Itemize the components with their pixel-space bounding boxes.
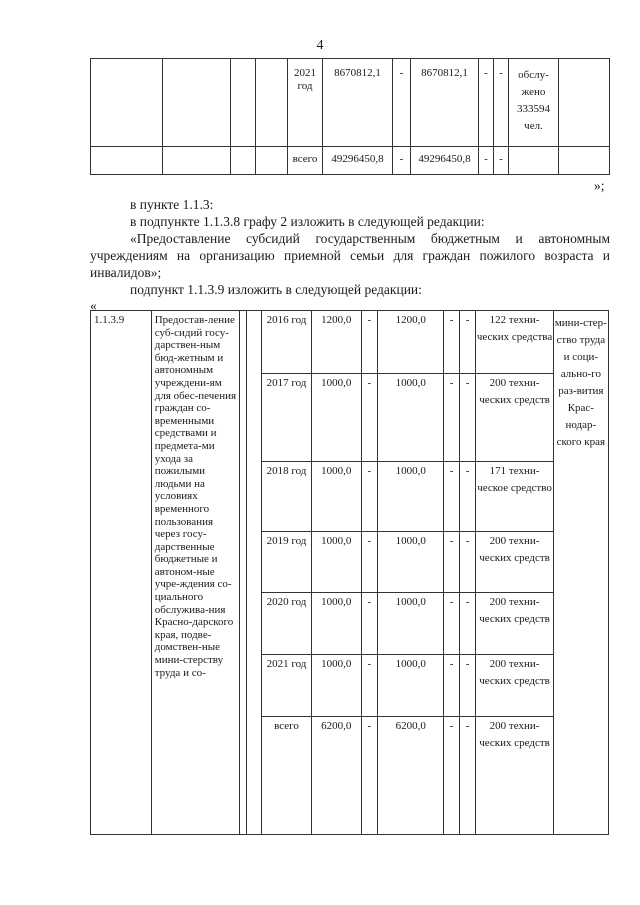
paragraph-1: в пункте 1.1.3: [130,197,214,212]
row-2019-reg: 1000,0 [378,532,444,593]
top-table [90,58,610,175]
row-total-other: - [459,717,476,835]
row-total-loc: - [444,717,459,835]
row-2019-result: 200 техни-ческих средств [476,532,553,593]
row-2017-year: 2017 год [262,374,312,462]
executor: мини-стер-ство труда и соци-ально-го раз-вития Крас-нодар-ского края [553,311,608,835]
row-total-reg: 6200,0 [378,717,444,835]
row-2018-loc: - [444,462,459,532]
row-2016-fed: - [361,311,378,374]
top-total-reg: 49296450,8 [411,147,479,175]
top-total-other: - [494,147,509,175]
row-2021-fed: - [361,655,378,717]
row-2017-total: 1000,0 [311,374,361,462]
row-2016-result: 122 техни-ческих средства [476,311,553,374]
closing-mark: »; [594,178,605,193]
row-total-total: 6200,0 [311,717,361,835]
row-2019-other: - [459,532,476,593]
top-row-other: - [494,59,509,147]
row-2016-other: - [459,311,476,374]
open-quote: « [90,298,97,313]
top-row-total: 8670812,1 [323,59,393,147]
top-total-total: 49296450,8 [323,147,393,175]
row-2020-result: 200 техни-ческих средств [476,593,553,655]
top-row-fed: - [393,59,411,147]
main-table [90,310,609,835]
row-total-result: 200 техни-ческих средств [476,717,553,835]
row-2017-reg: 1000,0 [378,374,444,462]
row-2019-fed: - [361,532,378,593]
top-total-year: всего [288,147,323,175]
row-2020-fed: - [361,593,378,655]
row-2021-loc: - [444,655,459,717]
row-2020-total: 1000,0 [311,593,361,655]
top-row-reg: 8670812,1 [411,59,479,147]
row-2021-reg: 1000,0 [378,655,444,717]
row-2018-result: 171 техни-ческое средство [476,462,553,532]
row-2019-total: 1000,0 [311,532,361,593]
row-2016-reg: 1200,0 [378,311,444,374]
top-row-loc: - [479,59,494,147]
row-2020-loc: - [444,593,459,655]
row-2021-other: - [459,655,476,717]
row-2018-other: - [459,462,476,532]
row-2017-other: - [459,374,476,462]
top-total-result [509,147,559,175]
paragraph-3: «Предоставление субсидий государственным бюджетным и автономным учреждениям на организацию приемной семьи для граждан пожилого возраста и инвалидов»; [90,231,610,280]
top-total-fed: - [393,147,411,175]
row-2016-loc: - [444,311,459,374]
row-2018-reg: 1000,0 [378,462,444,532]
row-2019-year: 2019 год [262,532,312,593]
top-row-result: обслу-жено 333594 чел. [509,59,559,147]
row-2021-year: 2021 год [262,655,312,717]
row-2020-reg: 1000,0 [378,593,444,655]
row-2018-fed: - [361,462,378,532]
row-2021-total: 1000,0 [311,655,361,717]
row-total-year: всего [262,717,312,835]
top-total-loc: - [479,147,494,175]
row-2016-total: 1200,0 [311,311,361,374]
subitem-description: Предостав-ление суб-сидий госу-дарствен-ным бюд-жетным и автономным учреждени-ям для обес-печения граждан со-временными средствами и предмета-ми ухода за пожилыми людьми на условиях временного пользования через госу-дарственные бюджетные и автоном-ные учре-ждения со-циального обслужива-ния Красно-дарского края, подве-домствен-ные мини-стерству труда и со- [151,311,239,835]
row-2016-year: 2016 год [262,311,312,374]
paragraph-4: подпункт 1.1.3.9 изложить в следующей редакции: [130,282,422,297]
row-2017-loc: - [444,374,459,462]
page-number: 4 [316,38,324,53]
row-2017-result: 200 техни-ческих средств [476,374,553,462]
row-2021-result: 200 техни-ческих средств [476,655,553,717]
row-2018-year: 2018 год [262,462,312,532]
row-2017-fed: - [361,374,378,462]
row-total-fed: - [361,717,378,835]
row-2019-loc: - [444,532,459,593]
paragraph-2: в подпункте 1.1.3.8 графу 2 изложить в следующей редакции: [130,214,485,229]
row-2020-other: - [459,593,476,655]
top-row-year: 2021 год [288,59,323,147]
row-2020-year: 2020 год [262,593,312,655]
subitem-code: 1.1.3.9 [91,311,152,835]
row-2018-total: 1000,0 [311,462,361,532]
